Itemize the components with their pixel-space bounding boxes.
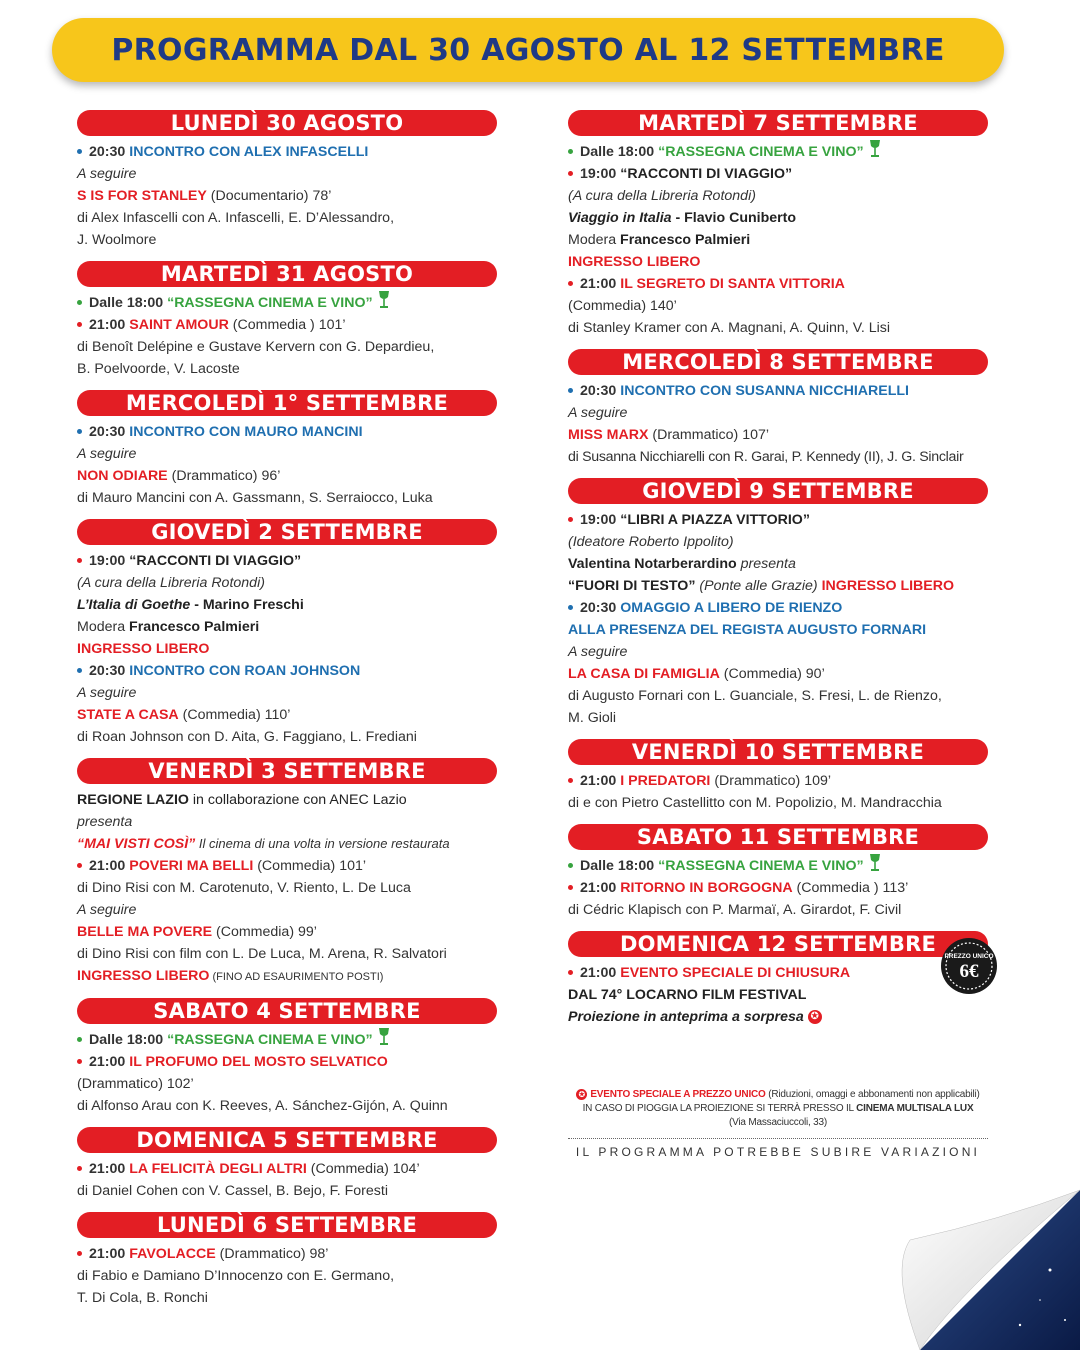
star-icon: ✪	[808, 1010, 822, 1024]
bullet-icon	[568, 605, 573, 610]
cast-line: T. Di Cola, B. Ronchi	[77, 1290, 208, 1306]
presenta-line: presenta	[77, 814, 133, 830]
event-subline: DAL 74° LOCARNO FILM FESTIVAL	[568, 987, 807, 1003]
event-line: 21:00 IL PROFUMO DEL MOSTO SELVATICO	[77, 1051, 497, 1073]
book-line: “FUORI DI TESTO” (Ponte alle Grazie) INGRESSO LIBERO	[568, 578, 955, 594]
footer-notes	[568, 1088, 988, 1159]
bullet-icon	[568, 778, 573, 783]
page-title: PROGRAMMA DAL 30 AGOSTO AL 12 SETTEMBRE	[111, 32, 945, 68]
day-mercoledi-8	[568, 349, 988, 468]
footnote-special: ✪ EVENTO SPECIALE A PREZZO UNICO (Riduzioni, omaggi e abbonamenti non applicabili)	[568, 1088, 988, 1102]
event-line: 19:00 “RACCONTI DI VIAGGIO”	[568, 163, 988, 185]
event-line: Dalle 18:00 “RASSEGNA CINEMA E VINO”	[568, 855, 988, 877]
event-subline: ALLA PRESENZA DEL REGISTA AUGUSTO FORNARI	[568, 622, 927, 638]
divider	[568, 1138, 988, 1139]
wine-glass-icon	[869, 853, 881, 873]
a-seguire: A seguire	[77, 902, 137, 918]
footnote-rain: IN CASO DI PIOGGIA LA PROIEZIONE SI TERRÀ PRESSO IL CINEMA MULTISALA LUX	[582, 1103, 974, 1114]
a-seguire: A seguire	[77, 166, 137, 182]
bullet-icon	[77, 1166, 82, 1171]
cura-line: (A cura della Libreria Rotondi)	[568, 188, 756, 204]
cast-line: di Daniel Cohen con V. Cassel, B. Bejo, F. Foresti	[77, 1183, 388, 1199]
price-badge-value: 6€	[959, 961, 979, 982]
day-giovedi-9	[568, 478, 988, 729]
film-line: NON ODIARE (Drammatico) 96’	[77, 468, 281, 484]
page-curl-decoration	[850, 1150, 1080, 1350]
event-line: 21:00 RITORNO IN BORGOGNA (Commedia ) 113’	[568, 877, 988, 899]
bullet-icon	[77, 149, 82, 154]
event-line: 21:00 FAVOLACCE (Drammatico) 98’	[77, 1243, 497, 1265]
day-header: MERCOLEDÌ 8 SETTEMBRE	[568, 349, 988, 375]
event-line: 21:00 IL SEGRETO DI SANTA VITTORIA	[568, 273, 988, 295]
a-seguire: A seguire	[77, 446, 137, 462]
cast-line: M. Gioli	[568, 710, 617, 726]
film-line: BELLE MA POVERE (Commedia) 99’	[77, 924, 317, 940]
cast-line: di e con Pietro Castellitto con M. Popolizio, M. Mandracchia	[568, 795, 942, 811]
film-line: MISS MARX (Drammatico) 107’	[568, 427, 770, 443]
event-line: 20:30 INCONTRO CON MAURO MANCINI	[77, 421, 497, 443]
star-icon: ✪	[576, 1089, 587, 1100]
day-martedi-31	[77, 261, 497, 380]
ideatore-line: (Ideatore Roberto Ippolito)	[568, 534, 734, 550]
bullet-icon	[568, 885, 573, 890]
right-column	[568, 110, 988, 1038]
day-domenica-12	[568, 931, 988, 1028]
bullet-icon	[568, 970, 573, 975]
footnote-address: (Via Massaciuccoli, 33)	[728, 1117, 828, 1128]
bullet-icon	[77, 429, 82, 434]
bullet-icon	[568, 863, 573, 868]
cast-line: di Benoît Delépine e Gustave Kervern con G. Depardieu,	[77, 339, 435, 355]
bullet-icon	[77, 300, 82, 305]
day-header: DOMENICA 5 SETTEMBRE	[77, 1127, 497, 1153]
day-header: LUNEDÌ 30 AGOSTO	[77, 110, 497, 136]
modera-line: Modera Francesco Palmieri	[77, 619, 260, 635]
day-header: VENERDÌ 10 SETTEMBRE	[568, 739, 988, 765]
cast-line: di Alfonso Arau con K. Reeves, A. Sánchez-Gijón, A. Quinn	[77, 1098, 448, 1114]
cast-line: di Fabio e Damiano D’Innocenzo con E. Germano,	[77, 1268, 395, 1284]
event-line: 20:30 INCONTRO CON ROAN JOHNSON	[77, 660, 497, 682]
cast-line: di Stanley Kramer con A. Magnani, A. Quinn, V. Lisi	[568, 320, 891, 336]
day-giovedi-2	[77, 519, 497, 748]
cast-line: B. Poelvoorde, V. Lacoste	[77, 361, 240, 377]
day-header: MARTEDÌ 7 SETTEMBRE	[568, 110, 988, 136]
bullet-icon	[568, 281, 573, 286]
left-column	[77, 110, 497, 1319]
a-seguire: A seguire	[568, 405, 628, 421]
film-info-line: (Commedia) 140’	[568, 298, 677, 314]
day-header: MERCOLEDÌ 1° SETTEMBRE	[77, 390, 497, 416]
day-sabato-11	[568, 824, 988, 921]
film-line: STATE A CASA (Commedia) 110’	[77, 707, 291, 723]
cast-line: di Augusto Fornari con L. Guanciale, S. Fresi, L. de Rienzo,	[568, 688, 942, 704]
day-header: SABATO 4 SETTEMBRE	[77, 998, 497, 1024]
event-line: Dalle 18:00 “RASSEGNA CINEMA E VINO”	[568, 141, 988, 163]
day-mercoledi-1	[77, 390, 497, 509]
presenter-line: Valentina Notarberardino presenta	[568, 556, 796, 572]
day-domenica-5	[77, 1127, 497, 1202]
event-line: 21:00 I PREDATORI (Drammatico) 109’	[568, 770, 988, 792]
cast-line: di Dino Risi con film con L. De Luca, M. Arena, R. Salvatori	[77, 946, 447, 962]
event-line: 20:30 INCONTRO CON SUSANNA NICCHIARELLI	[568, 380, 988, 402]
day-lunedi-30	[77, 110, 497, 251]
mai-visti-line: “MAI VISTI COSÌ” Il cinema di una volta in versione restaurata	[77, 836, 450, 852]
bullet-icon	[77, 863, 82, 868]
event-line: 21:00 POVERI MA BELLI (Commedia) 101’	[77, 855, 497, 877]
bullet-icon	[568, 388, 573, 393]
day-martedi-7	[568, 110, 988, 339]
a-seguire: A seguire	[77, 685, 137, 701]
org-line: REGIONE LAZIO in collaborazione con ANEC Lazio	[77, 792, 407, 808]
day-header: LUNEDÌ 6 SETTEMBRE	[77, 1212, 497, 1238]
anteprima-line: Proiezione in anteprima a sorpresa ✪	[568, 1006, 988, 1028]
film-info-line: (Drammatico) 102’	[77, 1076, 194, 1092]
bullet-icon	[77, 1251, 82, 1256]
book-line: Viaggio in Italia - Flavio Cuniberto	[568, 210, 797, 226]
day-lunedi-6	[77, 1212, 497, 1309]
event-line: Dalle 18:00 “RASSEGNA CINEMA E VINO”	[77, 292, 497, 314]
ingresso-libero: INGRESSO LIBERO	[77, 641, 210, 657]
price-badge-label: PREZZO UNICO	[944, 953, 994, 960]
cast-line: di Cédric Klapisch con P. Marmaï, A. Girardot, F. Civil	[568, 902, 902, 918]
event-line: 19:00 “RACCONTI DI VIAGGIO”	[77, 550, 497, 572]
day-header: SABATO 11 SETTEMBRE	[568, 824, 988, 850]
cast-line: di Susanna Nicchiarelli con R. Garai, P. Kennedy (II), J. G. Sinclair	[568, 449, 964, 465]
cast-line: di Mauro Mancini con A. Gassmann, S. Serraiocco, Luka	[77, 490, 433, 506]
day-venerdi-10	[568, 739, 988, 814]
day-header: GIOVEDÌ 2 SETTEMBRE	[77, 519, 497, 545]
ingresso-libero: INGRESSO LIBERO (FINO AD ESAURIMENTO POSTI)	[77, 968, 384, 984]
event-line: 20:30 OMAGGIO A LIBERO DE RIENZO	[568, 597, 988, 619]
bullet-icon	[77, 322, 82, 327]
event-line: Dalle 18:00 “RASSEGNA CINEMA E VINO”	[77, 1029, 497, 1051]
event-line: 21:00 LA FELICITÀ DEGLI ALTRI (Commedia) 104’	[77, 1158, 497, 1180]
day-header: DOMENICA 12 SETTEMBRE	[568, 931, 988, 957]
cast-line: di Alex Infascelli con A. Infascelli, E. D’Alessandro,	[77, 210, 395, 226]
cast-line: di Roan Johnson con D. Aita, G. Faggiano, L. Frediani	[77, 729, 417, 745]
modera-line: Modera Francesco Palmieri	[568, 232, 751, 248]
bullet-icon	[568, 149, 573, 154]
day-header: MARTEDÌ 31 AGOSTO	[77, 261, 497, 287]
bullet-icon	[568, 517, 573, 522]
cast-line: di Dino Risi con M. Carotenuto, V. Riento, L. De Luca	[77, 880, 411, 896]
day-header: GIOVEDÌ 9 SETTEMBRE	[568, 478, 988, 504]
cast-line: J. Woolmore	[77, 232, 157, 248]
bullet-icon	[77, 1059, 82, 1064]
book-line: L’Italia di Goethe - Marino Freschi	[77, 597, 304, 613]
day-sabato-4	[77, 998, 497, 1117]
bullet-icon	[568, 171, 573, 176]
event-line: 19:00 “LIBRI A PIAZZA VITTORIO”	[568, 509, 988, 531]
cura-line: (A cura della Libreria Rotondi)	[77, 575, 265, 591]
disclaimer: IL PROGRAMMA POTREBBE SUBIRE VARIAZIONI	[575, 1145, 981, 1159]
bullet-icon	[77, 668, 82, 673]
title-banner	[52, 18, 1004, 82]
bullet-icon	[77, 558, 82, 563]
day-venerdi-3	[77, 758, 497, 988]
day-header: VENERDÌ 3 SETTEMBRE	[77, 758, 497, 784]
event-line: 21:00 SAINT AMOUR (Commedia ) 101’	[77, 314, 497, 336]
film-line: LA CASA DI FAMIGLIA (Commedia) 90’	[568, 666, 825, 682]
wine-glass-icon	[869, 139, 881, 159]
price-badge	[940, 937, 998, 995]
bullet-icon	[77, 1037, 82, 1042]
ingresso-libero: INGRESSO LIBERO	[568, 254, 701, 270]
wine-glass-icon	[378, 290, 390, 310]
event-line: 20:30 INCONTRO CON ALEX INFASCELLI	[77, 141, 497, 163]
wine-glass-icon	[378, 1027, 390, 1047]
a-seguire: A seguire	[568, 644, 628, 660]
event-line: 21:00 EVENTO SPECIALE DI CHIUSURA	[568, 962, 988, 984]
film-line: S IS FOR STANLEY (Documentario) 78’	[77, 188, 332, 204]
